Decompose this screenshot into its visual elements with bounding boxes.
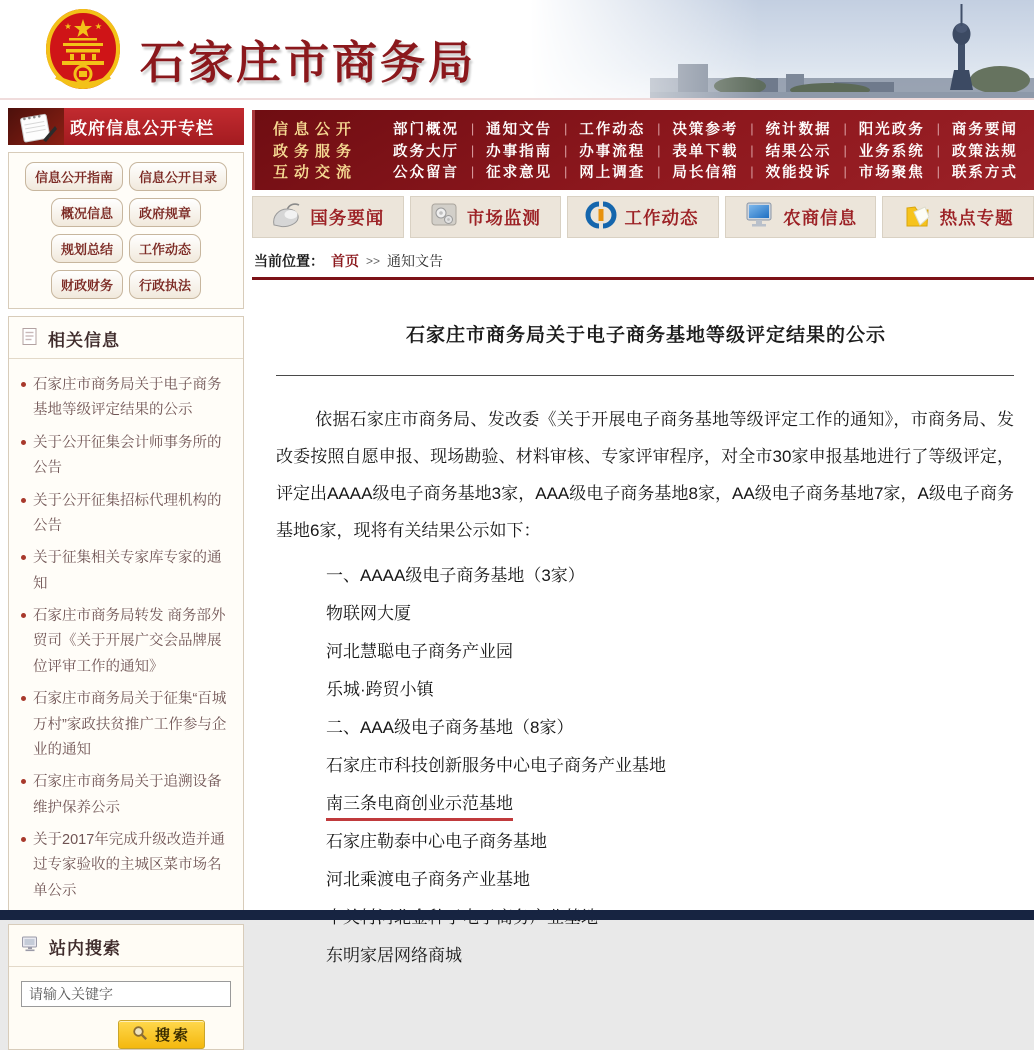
mouse-icon [271, 202, 301, 233]
article-title-rule [276, 375, 1014, 376]
site-search-panel [8, 924, 244, 1050]
document-icon [21, 327, 38, 351]
nav-separator: | [564, 142, 568, 158]
sidebar [8, 108, 244, 1045]
nav-separator: | [470, 164, 475, 179]
nav-link[interactable]: 业务系统 [858, 143, 925, 160]
nav-separator: | [936, 164, 940, 179]
site-search-title: 站内搜索 [49, 939, 121, 959]
gov-info-banner[interactable] [8, 108, 244, 145]
nav-separator: | [936, 121, 940, 136]
nav-link[interactable]: 联系方式 [951, 165, 1018, 181]
quick-link-market-monitor[interactable] [410, 196, 562, 238]
quick-link-label: 热点专题 [939, 207, 1014, 228]
gov-info-banner-title: 政府信息公开专栏 [70, 119, 214, 138]
nav-separator: | [657, 164, 661, 179]
related-info-link[interactable]: 关于征集相关专家库专家的通知 [15, 546, 235, 597]
article-line: 南三条电商创业示范基地 [326, 785, 1016, 823]
quick-link-label: 国务要闻 [310, 207, 385, 228]
nav-separator: | [843, 142, 847, 158]
article-line: 二、AAA级电子商务基地（8家） [326, 718, 574, 737]
breadcrumb-rule [252, 277, 1034, 280]
nav-separator: | [843, 121, 847, 136]
search-input[interactable] [21, 981, 231, 1007]
related-info-link[interactable]: 石家庄市商务局关于电子商务基地等级评定结果的公示 [15, 373, 235, 424]
quick-link-label: 工作动态 [624, 207, 699, 228]
breadcrumb-home-link[interactable]: 首页 [331, 253, 359, 269]
nav-link[interactable]: 市场聚焦 [858, 165, 925, 181]
nav-link[interactable]: 局长信箱 [672, 165, 739, 181]
article [252, 320, 1034, 981]
nav-link[interactable]: 网上调查 [579, 165, 646, 181]
sidebar-quick-button[interactable]: 行政执法 [129, 270, 201, 299]
nav-separator: | [470, 142, 475, 158]
related-info-list [9, 359, 243, 916]
related-info-link[interactable]: 石家庄市商务局转发 商务部外贸司《关于开展广交会品牌展位评审工作的通知》 [15, 604, 235, 680]
sidebar-quick-button[interactable]: 规划总结 [51, 234, 123, 263]
quick-link-hot-topics[interactable] [882, 196, 1034, 238]
related-info-link[interactable]: 关于公开征集会计师事务所的公告 [15, 431, 235, 482]
nav-category-interaction[interactable]: 互动交流 [273, 164, 358, 181]
nav-link[interactable]: 商务要闻 [951, 122, 1018, 138]
nav-link[interactable]: 结果公示 [765, 143, 832, 160]
nav-link[interactable]: 政策法规 [951, 143, 1018, 160]
breadcrumb-current: 通知文告 [387, 253, 444, 269]
nav-link[interactable]: 工作动态 [579, 122, 646, 138]
sidebar-quick-button[interactable]: 信息公开指南 [25, 162, 123, 191]
article-title: 石家庄市商务局关于电子商务基地等级评定结果的公示 [405, 325, 886, 346]
nav-category-info-disclosure[interactable]: 信息公开 [273, 121, 358, 138]
breadcrumb-label: 当前位置： [254, 253, 324, 269]
sidebar-quick-button[interactable]: 信息公开目录 [129, 162, 227, 191]
related-info-link[interactable]: 关于公开征集招标代理机构的公告 [15, 489, 235, 540]
nav-separator: | [750, 121, 754, 136]
quick-link-national-news[interactable] [252, 196, 404, 238]
quick-link-label: 市场监测 [466, 207, 541, 228]
nav-links [393, 140, 1018, 161]
sidebar-quick-button[interactable]: 财政财务 [51, 270, 123, 299]
nav-link[interactable]: 决策参考 [672, 122, 739, 138]
nav-separator: | [657, 121, 661, 136]
nav-separator: | [936, 142, 940, 158]
related-info-link[interactable]: 石家庄市商务局关于追溯设备维护保养公示 [15, 770, 235, 821]
magnifier-icon [132, 1025, 148, 1045]
nav-link[interactable]: 征求意见 [486, 165, 553, 181]
related-info-header [9, 317, 243, 359]
nav-separator: | [564, 121, 568, 136]
bottom-bar [0, 910, 1034, 920]
search-button-label: 搜索 [154, 1027, 191, 1045]
quick-links-row [252, 196, 1034, 238]
site-header [0, 0, 1034, 100]
nav-link[interactable]: 通知文告 [486, 122, 553, 138]
nav-category-gov-services[interactable]: 政务服务 [273, 142, 358, 160]
site-title: 石家庄市商务局 [140, 37, 477, 88]
nav-row-info [273, 118, 1018, 139]
nav-link[interactable]: 统计数据 [765, 122, 832, 138]
nav-link[interactable]: 阳光政务 [858, 122, 925, 138]
main-content [252, 110, 1034, 981]
nav-separator: | [750, 142, 754, 158]
nav-link[interactable]: 政务大厅 [393, 143, 459, 160]
gov-info-buttons-panel [8, 152, 244, 309]
search-button[interactable] [118, 1020, 205, 1049]
nav-links [393, 161, 1018, 182]
article-line: 石家庄勒泰中心电子商务基地 [326, 832, 547, 851]
nav-link[interactable]: 表单下载 [672, 143, 739, 160]
nav-link[interactable]: 公众留言 [393, 165, 459, 181]
nav-link[interactable]: 办事流程 [579, 143, 646, 160]
quick-link-agri-commerce-info[interactable] [725, 196, 877, 238]
sidebar-quick-button[interactable]: 政府规章 [129, 198, 201, 227]
article-line: 乐城·跨贸小镇 [326, 680, 434, 699]
header-cityscape-image [530, 0, 1034, 98]
quick-link-label: 农商信息 [783, 207, 858, 228]
article-paragraph: 依据石家庄市商务局、发改委《关于开展电子商务基地等级评定工作的通知》，市商务局、发改委按照自愿申报、现场勘验、材料审核、专家评审程序，对全市30家申报基地进行了等级评定，评定出AAAA级电子商务基地3家，AAA级电子商务基地8家，AA级电子商务基地7家，A级电子商务基地6家，现将有关结果公示如下： [276, 410, 1014, 540]
article-line: 河北乘渡电子商务产业基地 [326, 870, 530, 889]
article-line: 一、AAAA级电子商务基地（3家） [326, 566, 585, 585]
nav-link[interactable]: 部门概况 [393, 122, 459, 138]
notepad-pen-icon [8, 108, 64, 145]
related-info-title: 相关信息 [48, 331, 120, 350]
computer-monitor-icon [744, 201, 774, 233]
main-nav [252, 110, 1034, 190]
monitor-gear-icon [430, 201, 458, 233]
site-search-header [9, 925, 243, 967]
article-line: 河北慧聪电子商务产业园 [326, 642, 513, 661]
folder-icon [903, 201, 931, 234]
article-line: 东明家居网络商城 [326, 946, 462, 965]
nav-row-services [273, 140, 1018, 161]
nav-separator: | [470, 121, 475, 136]
nav-link[interactable]: 效能投诉 [765, 165, 832, 181]
sidebar-quick-button[interactable]: 工作动态 [129, 234, 201, 263]
nav-separator: | [657, 142, 661, 158]
breadcrumb-separator: >> [366, 254, 381, 268]
nav-separator: | [750, 164, 754, 179]
nav-separator: | [564, 164, 568, 179]
sidebar-quick-button[interactable]: 概况信息 [51, 198, 123, 227]
computer-scroll-icon [21, 935, 39, 958]
breadcrumb [252, 250, 1034, 272]
related-info-panel [8, 316, 244, 917]
nav-row-interaction [273, 161, 1018, 182]
dynamic-arrows-icon [587, 201, 615, 234]
related-info-link[interactable]: 关于2017年完成升级改造并通过专家验收的主城区菜市场名单公示 [15, 828, 235, 904]
quick-link-work-trends[interactable] [567, 196, 719, 238]
national-emblem-logo [44, 7, 122, 93]
nav-link[interactable]: 办事指南 [486, 143, 553, 160]
related-info-link[interactable]: 石家庄市商务局关于征集“百城万村”家政扶贫推广工作参与企业的通知 [15, 687, 235, 763]
nav-separator: | [843, 164, 847, 179]
nav-links [393, 118, 1018, 139]
article-line: 物联网大厦 [326, 604, 411, 623]
article-line: 石家庄市科技创新服务中心电子商务产业基地 [326, 756, 666, 775]
